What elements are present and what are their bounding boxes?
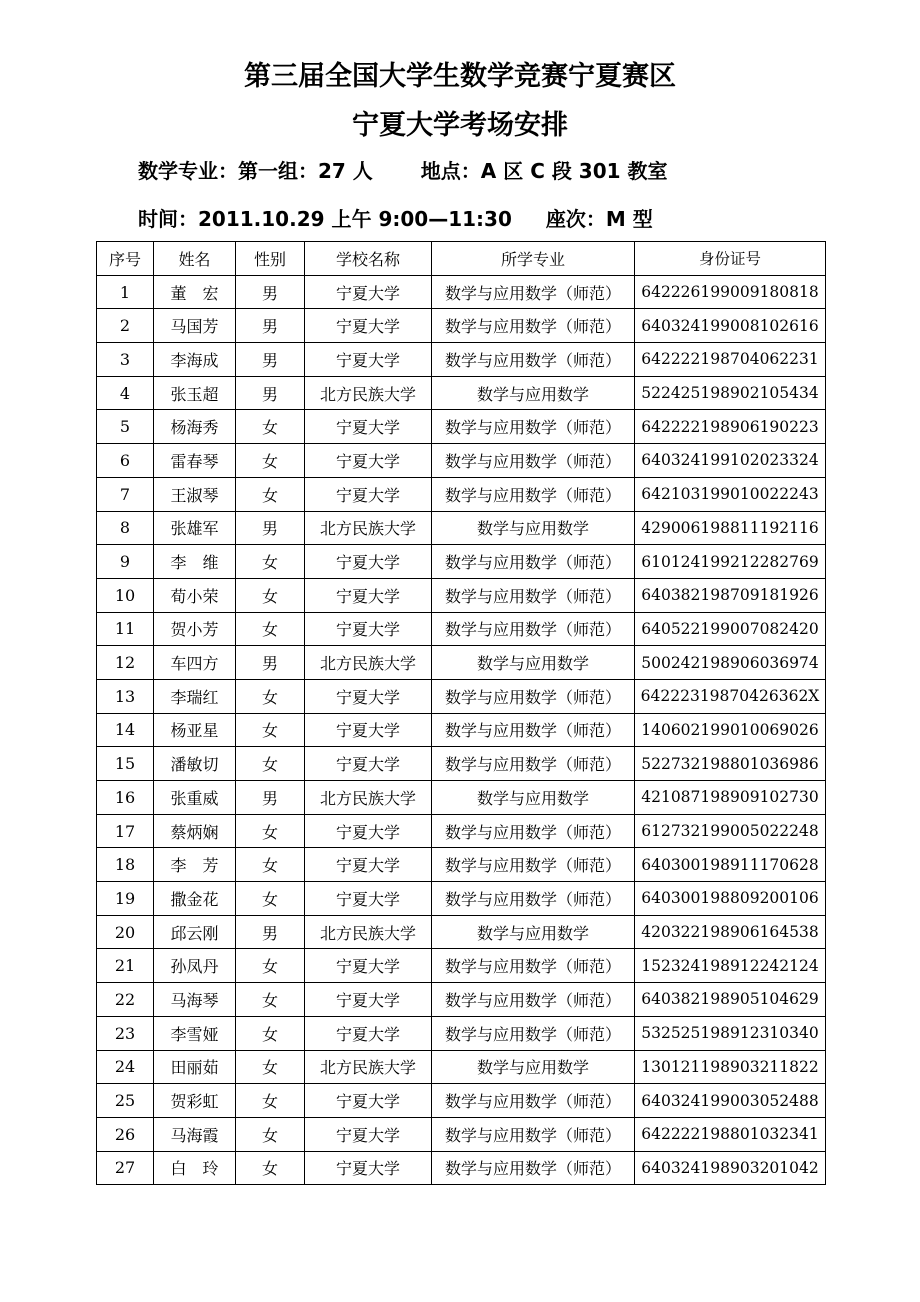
cell-major: 数学与应用数学（师范） (432, 477, 635, 511)
table-row (97, 747, 826, 781)
cell-gender: 女 (236, 410, 305, 444)
cell-name: 李 维 (154, 545, 236, 579)
cell-name: 邱云刚 (154, 915, 236, 949)
cell-school: 宁夏大学 (305, 1084, 432, 1118)
table-row (97, 309, 826, 343)
cell-major: 数学与应用数学（师范） (432, 444, 635, 478)
cell-school: 宁夏大学 (305, 545, 432, 579)
cell-gender: 女 (236, 1117, 305, 1151)
table-row (97, 1117, 826, 1151)
cell-gender: 女 (236, 747, 305, 781)
cell-major: 数学与应用数学（师范） (432, 275, 635, 309)
cell-gender: 女 (236, 679, 305, 713)
table-row (97, 679, 826, 713)
cell-name: 张重威 (154, 781, 236, 815)
cell-index: 15 (97, 747, 154, 781)
cell-gender: 男 (236, 646, 305, 680)
table-row (97, 713, 826, 747)
cell-gender: 男 (236, 915, 305, 949)
cell-name: 王淑琴 (154, 477, 236, 511)
table-row (97, 1050, 826, 1084)
cell-gender: 男 (236, 309, 305, 343)
cell-name: 贺彩虹 (154, 1084, 236, 1118)
cell-index: 14 (97, 713, 154, 747)
cell-id-number: 421087198909102730 (635, 781, 826, 815)
document-title: 第三届全国大学生数学竞赛宁夏赛区 (244, 61, 676, 92)
cell-major: 数学与应用数学 (432, 915, 635, 949)
cell-gender: 女 (236, 1050, 305, 1084)
major-group-info: 数学专业：第一组：27 人 (138, 159, 373, 183)
cell-name: 白 玲 (154, 1151, 236, 1185)
cell-index: 22 (97, 983, 154, 1017)
cell-id-number: 640324199008102616 (635, 309, 826, 343)
cell-gender: 女 (236, 882, 305, 916)
cell-id-number: 610124199212282769 (635, 545, 826, 579)
cell-index: 7 (97, 477, 154, 511)
cell-id-number: 642222198801032341 (635, 1117, 826, 1151)
cell-school: 宁夏大学 (305, 343, 432, 377)
cell-major: 数学与应用数学（师范） (432, 1016, 635, 1050)
cell-name: 李 芳 (154, 848, 236, 882)
cell-index: 10 (97, 578, 154, 612)
cell-school: 宁夏大学 (305, 444, 432, 478)
cell-id-number: 640382198905104629 (635, 983, 826, 1017)
cell-id-number: 429006198811192116 (635, 511, 826, 545)
table-row (97, 781, 826, 815)
cell-id-number: 64222319870426362X (635, 679, 826, 713)
table-row (97, 646, 826, 680)
table-row (97, 848, 826, 882)
table-row (97, 814, 826, 848)
cell-school: 北方民族大学 (305, 1050, 432, 1084)
time-info: 时间：2011.10.29 上午 9:00—11:30 (138, 207, 512, 231)
cell-school: 宁夏大学 (305, 713, 432, 747)
cell-id-number: 642222198704062231 (635, 343, 826, 377)
cell-major: 数学与应用数学（师范） (432, 814, 635, 848)
cell-major: 数学与应用数学（师范） (432, 949, 635, 983)
cell-index: 12 (97, 646, 154, 680)
cell-school: 宁夏大学 (305, 1151, 432, 1185)
cell-gender: 女 (236, 578, 305, 612)
cell-major: 数学与应用数学（师范） (432, 578, 635, 612)
cell-school: 宁夏大学 (305, 309, 432, 343)
cell-name: 杨海秀 (154, 410, 236, 444)
cell-name: 雷春琴 (154, 444, 236, 478)
cell-name: 荀小荣 (154, 578, 236, 612)
cell-gender: 女 (236, 545, 305, 579)
table-row (97, 915, 826, 949)
cell-school: 宁夏大学 (305, 882, 432, 916)
table-row (97, 376, 826, 410)
cell-school: 宁夏大学 (305, 848, 432, 882)
cell-school: 宁夏大学 (305, 983, 432, 1017)
cell-index: 1 (97, 275, 154, 309)
cell-major: 数学与应用数学 (432, 511, 635, 545)
cell-id-number: 640382198709181926 (635, 578, 826, 612)
cell-school: 宁夏大学 (305, 1117, 432, 1151)
cell-gender: 女 (236, 713, 305, 747)
cell-school: 北方民族大学 (305, 511, 432, 545)
cell-index: 25 (97, 1084, 154, 1118)
cell-index: 19 (97, 882, 154, 916)
cell-school: 宁夏大学 (305, 949, 432, 983)
cell-school: 宁夏大学 (305, 1016, 432, 1050)
table-row (97, 477, 826, 511)
cell-gender: 女 (236, 983, 305, 1017)
cell-id-number: 522425198902105434 (635, 376, 826, 410)
cell-name: 张玉超 (154, 376, 236, 410)
table-header-row (97, 242, 826, 276)
cell-school: 宁夏大学 (305, 679, 432, 713)
cell-index: 8 (97, 511, 154, 545)
cell-major: 数学与应用数学（师范） (432, 882, 635, 916)
cell-id-number: 152324198912242124 (635, 949, 826, 983)
cell-name: 马海琴 (154, 983, 236, 1017)
cell-index: 26 (97, 1117, 154, 1151)
cell-major: 数学与应用数学（师范） (432, 343, 635, 377)
header-name: 姓名 (154, 242, 236, 276)
cell-school: 北方民族大学 (305, 781, 432, 815)
location-info: 地点：A 区 C 段 301 教室 (420, 159, 668, 183)
cell-gender: 女 (236, 1016, 305, 1050)
cell-id-number: 642103199010022243 (635, 477, 826, 511)
cell-index: 17 (97, 814, 154, 848)
info-line-group (138, 155, 668, 184)
cell-gender: 女 (236, 848, 305, 882)
cell-name: 张雄军 (154, 511, 236, 545)
cell-name: 李海成 (154, 343, 236, 377)
cell-major: 数学与应用数学（师范） (432, 983, 635, 1017)
cell-school: 宁夏大学 (305, 477, 432, 511)
cell-gender: 女 (236, 1151, 305, 1185)
cell-gender: 男 (236, 343, 305, 377)
cell-id-number: 500242198906036974 (635, 646, 826, 680)
cell-name: 孙凤丹 (154, 949, 236, 983)
cell-index: 16 (97, 781, 154, 815)
table-row (97, 444, 826, 478)
cell-school: 北方民族大学 (305, 646, 432, 680)
cell-school: 宁夏大学 (305, 747, 432, 781)
cell-id-number: 642226199009180818 (635, 275, 826, 309)
cell-name: 田丽茹 (154, 1050, 236, 1084)
cell-name: 车四方 (154, 646, 236, 680)
table-row (97, 612, 826, 646)
cell-major: 数学与应用数学（师范） (432, 545, 635, 579)
table-row (97, 949, 826, 983)
cell-gender: 女 (236, 1084, 305, 1118)
cell-id-number: 640300198809200106 (635, 882, 826, 916)
table-row (97, 410, 826, 444)
cell-name: 李瑞红 (154, 679, 236, 713)
cell-name: 李雪娅 (154, 1016, 236, 1050)
cell-index: 9 (97, 545, 154, 579)
cell-name: 马国芳 (154, 309, 236, 343)
cell-name: 贺小芳 (154, 612, 236, 646)
cell-major: 数学与应用数学（师范） (432, 848, 635, 882)
exam-seating-table (96, 241, 826, 1185)
cell-index: 23 (97, 1016, 154, 1050)
cell-id-number: 522732198801036986 (635, 747, 826, 781)
cell-id-number: 640324199003052488 (635, 1084, 826, 1118)
cell-gender: 男 (236, 511, 305, 545)
cell-major: 数学与应用数学（师范） (432, 309, 635, 343)
cell-school: 北方民族大学 (305, 376, 432, 410)
header-major: 所学专业 (432, 242, 635, 276)
cell-id-number: 420322198906164538 (635, 915, 826, 949)
cell-gender: 女 (236, 814, 305, 848)
cell-name: 蔡炳娴 (154, 814, 236, 848)
table-row (97, 343, 826, 377)
cell-gender: 女 (236, 949, 305, 983)
cell-school: 宁夏大学 (305, 410, 432, 444)
cell-id-number: 130121198903211822 (635, 1050, 826, 1084)
cell-id-number: 642222198906190223 (635, 410, 826, 444)
cell-id-number: 640300198911170628 (635, 848, 826, 882)
table-row (97, 578, 826, 612)
cell-id-number: 640324198903201042 (635, 1151, 826, 1185)
cell-index: 5 (97, 410, 154, 444)
table-row (97, 983, 826, 1017)
cell-major: 数学与应用数学（师范） (432, 1084, 635, 1118)
cell-name: 马海霞 (154, 1117, 236, 1151)
cell-index: 2 (97, 309, 154, 343)
cell-index: 4 (97, 376, 154, 410)
cell-name: 撒金花 (154, 882, 236, 916)
cell-major: 数学与应用数学（师范） (432, 612, 635, 646)
cell-major: 数学与应用数学 (432, 1050, 635, 1084)
cell-gender: 女 (236, 612, 305, 646)
cell-major: 数学与应用数学（师范） (432, 679, 635, 713)
cell-name: 潘敏切 (154, 747, 236, 781)
cell-name: 董 宏 (154, 275, 236, 309)
table-row (97, 882, 826, 916)
cell-school: 宁夏大学 (305, 814, 432, 848)
cell-major: 数学与应用数学 (432, 781, 635, 815)
header-gender: 性别 (236, 242, 305, 276)
cell-index: 3 (97, 343, 154, 377)
cell-major: 数学与应用数学（师范） (432, 1151, 635, 1185)
cell-major: 数学与应用数学（师范） (432, 713, 635, 747)
header-index: 序号 (97, 242, 154, 276)
table-row (97, 1151, 826, 1185)
header-id-number: 身份证号 (635, 242, 826, 276)
table-row (97, 511, 826, 545)
cell-id-number: 612732199005022248 (635, 814, 826, 848)
cell-index: 24 (97, 1050, 154, 1084)
cell-gender: 女 (236, 444, 305, 478)
cell-major: 数学与应用数学（师范） (432, 410, 635, 444)
cell-major: 数学与应用数学 (432, 376, 635, 410)
header-school: 学校名称 (305, 242, 432, 276)
info-line-time (138, 203, 653, 232)
table-row (97, 545, 826, 579)
table-row (97, 1084, 826, 1118)
cell-school: 北方民族大学 (305, 915, 432, 949)
cell-index: 13 (97, 679, 154, 713)
cell-id-number: 532525198912310340 (635, 1016, 826, 1050)
cell-school: 宁夏大学 (305, 612, 432, 646)
cell-index: 20 (97, 915, 154, 949)
cell-index: 11 (97, 612, 154, 646)
cell-major: 数学与应用数学（师范） (432, 1117, 635, 1151)
seating-info: 座次：M 型 (545, 207, 653, 231)
cell-gender: 男 (236, 781, 305, 815)
cell-index: 27 (97, 1151, 154, 1185)
cell-index: 6 (97, 444, 154, 478)
cell-major: 数学与应用数学（师范） (432, 747, 635, 781)
cell-gender: 男 (236, 275, 305, 309)
cell-gender: 女 (236, 477, 305, 511)
cell-index: 21 (97, 949, 154, 983)
cell-gender: 男 (236, 376, 305, 410)
cell-id-number: 640324199102023324 (635, 444, 826, 478)
cell-index: 18 (97, 848, 154, 882)
table-row (97, 275, 826, 309)
cell-school: 宁夏大学 (305, 275, 432, 309)
cell-major: 数学与应用数学 (432, 646, 635, 680)
cell-name: 杨亚星 (154, 713, 236, 747)
cell-school: 宁夏大学 (305, 578, 432, 612)
cell-id-number: 640522199007082420 (635, 612, 826, 646)
cell-id-number: 140602199010069026 (635, 713, 826, 747)
document-subtitle: 宁夏大学考场安排 (352, 110, 568, 141)
table-row (97, 1016, 826, 1050)
